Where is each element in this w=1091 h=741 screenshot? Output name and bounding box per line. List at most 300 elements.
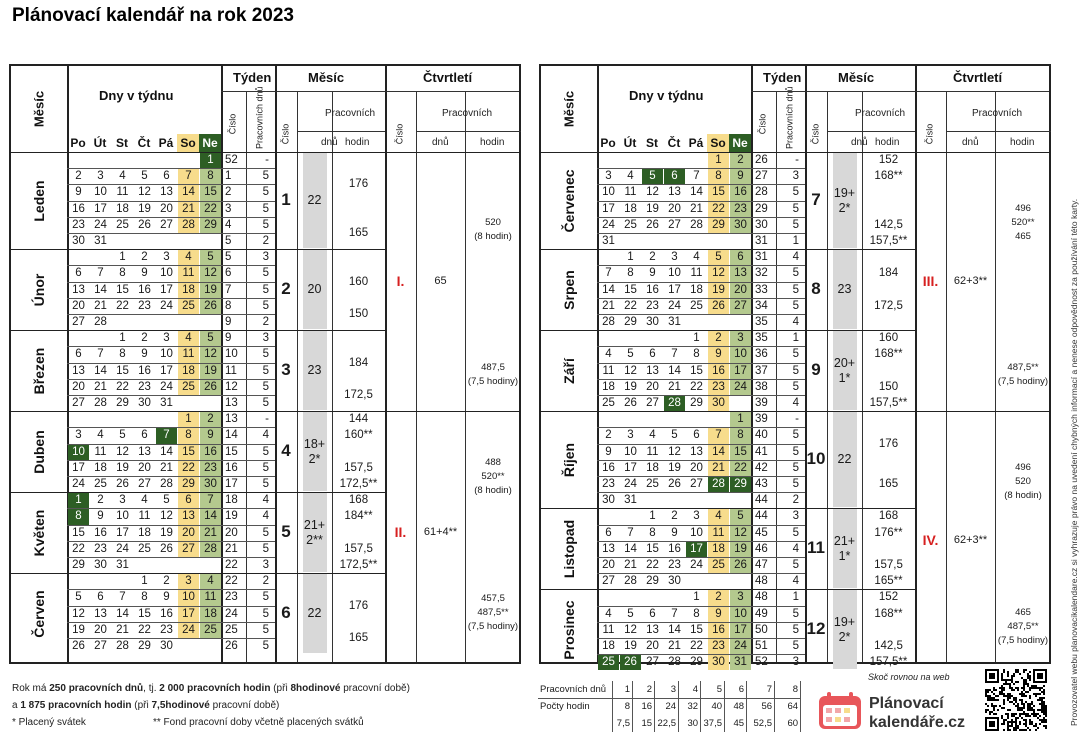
row-divider — [597, 184, 805, 185]
week-number: 7 — [225, 283, 232, 296]
month-name: Říjen — [561, 442, 577, 477]
day-cell: 11 — [200, 590, 221, 605]
day-cell: 19 — [730, 542, 751, 557]
day-cell: 23 — [200, 461, 221, 476]
month-hours: 176 — [348, 599, 369, 612]
day-cell: 28 — [708, 477, 729, 492]
week-number: 13 — [225, 397, 238, 409]
row-divider — [597, 638, 805, 639]
day-cell: 19 — [668, 461, 681, 474]
qr-code-icon[interactable] — [985, 669, 1047, 731]
week-workdays: 4 — [262, 494, 269, 507]
weekday-1: Út — [623, 136, 637, 150]
month-name: Únor — [31, 273, 47, 307]
day-cell: 26 — [116, 478, 129, 490]
week-workdays: 3 — [262, 559, 269, 571]
day-cell: 31 — [668, 316, 681, 328]
quarter-hours: (7,5 hodiny) — [467, 621, 519, 633]
month-workdays: 23 — [307, 363, 322, 378]
header-pracovnich: Pracovních — [442, 108, 493, 119]
day-cell: 6 — [649, 607, 656, 620]
month-hours: 165 — [348, 631, 369, 644]
quarter-hours: 487,5** — [1007, 361, 1039, 373]
header-bottom-line — [11, 152, 519, 153]
week-number: 11 — [225, 364, 237, 377]
day-cell: 31 — [624, 494, 637, 507]
week-number: 41 — [755, 445, 768, 458]
day-cell: 16 — [646, 283, 659, 296]
header-dny-v-tydnu: Dny v týdnu — [99, 88, 174, 103]
day-cell: 23 — [668, 559, 681, 571]
week-workdays: 5 — [262, 478, 269, 490]
day-cell: 11 — [116, 186, 129, 199]
day-cell: 27 — [646, 397, 659, 409]
week-workdays: 5 — [792, 640, 799, 652]
day-cell: 19 — [624, 640, 637, 652]
day-cell: 3 — [75, 429, 82, 442]
week-number: 29 — [755, 202, 768, 215]
week-workdays: 5 — [792, 283, 799, 296]
week-workdays: 5 — [262, 607, 269, 620]
month-hours: 165** — [874, 575, 903, 588]
day-cell: 4 — [605, 607, 612, 620]
day-cell: 18 — [690, 283, 703, 296]
counts-cell: 32 — [679, 698, 701, 715]
counts-cell: 7 — [747, 681, 775, 698]
day-cell: 7 — [605, 267, 612, 280]
week-workdays: 5 — [262, 348, 269, 361]
day-cell: 9 — [141, 267, 148, 280]
row-divider — [67, 622, 275, 623]
day-cell: 31 — [94, 235, 107, 247]
week-workdays: 4 — [262, 510, 269, 523]
day-cell: 6 — [178, 493, 199, 508]
counts-cell: 64 — [775, 698, 801, 715]
day-cell: 22 — [730, 461, 751, 476]
month-hours: 157,5** — [869, 656, 908, 669]
month-workdays: 2* — [838, 200, 851, 215]
day-cell: 30 — [708, 655, 729, 670]
week-number: 35 — [755, 332, 768, 345]
day-cell: 10 — [68, 445, 89, 460]
day-cell: 22 — [138, 623, 151, 636]
week-number: 51 — [755, 640, 768, 652]
week-workdays: 2 — [262, 575, 269, 588]
month-hours: 184 — [878, 267, 899, 280]
day-cell: 29 — [178, 477, 199, 492]
month-workdays: 2* — [838, 629, 851, 644]
day-cell: 13 — [72, 364, 85, 377]
week-number: 6 — [225, 267, 232, 280]
week-workdays: 4 — [262, 429, 269, 442]
week-number: 38 — [755, 380, 768, 393]
day-cell: 13 — [602, 542, 615, 555]
month-name: Září — [561, 357, 577, 384]
month-number: 2 — [281, 278, 291, 298]
row-divider — [597, 233, 805, 234]
day-cell: 11 — [94, 445, 107, 458]
calendar-logo-icon[interactable] — [818, 692, 862, 730]
day-cell: 15 — [72, 526, 85, 539]
day-cell: 21 — [624, 559, 637, 571]
week-workdays: 5 — [262, 170, 269, 183]
day-cell: 15 — [646, 542, 659, 555]
day-cell: 2 — [671, 510, 678, 523]
day-cell: 5 — [75, 591, 82, 604]
quarter-hours: 520** — [1011, 216, 1035, 228]
weekday-3: Čt — [667, 136, 681, 150]
weekday-1: Út — [93, 136, 107, 150]
day-cell: 20 — [602, 559, 615, 571]
day-cell: 18 — [200, 607, 221, 622]
weekday-5: So — [707, 134, 729, 152]
day-cell: 8 — [649, 526, 656, 539]
month-hours: 165 — [878, 478, 899, 490]
day-cell: 31 — [160, 397, 173, 409]
row-divider — [597, 395, 805, 396]
row-divider — [597, 606, 805, 607]
day-cell: 4 — [141, 494, 148, 507]
week-number: 30 — [755, 218, 768, 231]
day-cell: 9 — [141, 348, 148, 361]
month-workdays: 1* — [838, 370, 851, 385]
counts-hours-blank — [538, 715, 613, 732]
month-workdays: 22 — [837, 452, 852, 467]
week-number: 15 — [225, 445, 238, 458]
week-number: 48 — [755, 591, 768, 604]
day-cell: 25 — [624, 218, 637, 231]
row-divider — [67, 314, 275, 315]
day-cell: 3 — [693, 510, 700, 523]
day-cell: 9 — [75, 186, 82, 199]
day-cell: 20 — [646, 380, 659, 393]
row-divider — [67, 363, 275, 364]
row-divider — [597, 282, 805, 283]
day-cell: 14 — [116, 607, 129, 620]
month-hours: 168** — [874, 348, 903, 361]
week-number: 25 — [225, 623, 238, 636]
week-workdays: 5 — [792, 202, 799, 215]
week-number: 19 — [225, 510, 238, 523]
day-cell: 4 — [178, 250, 199, 265]
day-cell: 30 — [94, 559, 107, 571]
day-cell: 12 — [72, 607, 85, 620]
month-hours: 184 — [348, 356, 369, 369]
day-cell: 8 — [693, 348, 700, 361]
quarter-hours: 496 — [1015, 202, 1031, 214]
row-divider — [597, 444, 805, 445]
week-workdays: 1 — [792, 332, 799, 345]
row-divider — [597, 476, 805, 477]
day-cell: 1 — [119, 332, 126, 345]
day-cell: 25 — [598, 655, 619, 670]
day-cell: 24 — [160, 380, 173, 393]
day-cell: 27 — [138, 478, 151, 490]
day-cell: 7 — [97, 267, 104, 280]
day-cell: 10 — [160, 267, 173, 280]
week-workdays: 5 — [792, 478, 799, 490]
day-cell: 11 — [690, 267, 703, 280]
month-number: 1 — [281, 189, 291, 209]
day-cell: 18 — [602, 380, 615, 393]
day-cell: 26 — [72, 640, 85, 652]
header-mesic: Měsíc — [31, 90, 47, 128]
column-separator — [332, 91, 333, 662]
month-name: Prosinec — [561, 600, 577, 660]
day-cell: 3 — [119, 494, 126, 507]
day-cell: 30 — [160, 640, 173, 652]
day-cell: 25 — [708, 558, 729, 573]
day-cell: 1 — [649, 510, 656, 523]
week-workdays: 2 — [792, 494, 799, 507]
month-hours: 157,5** — [869, 235, 908, 247]
weekday-2: St — [116, 136, 128, 150]
week-workdays: 4 — [792, 316, 799, 328]
day-cell: 2 — [75, 170, 82, 183]
month-name: Srpen — [561, 269, 577, 310]
column-separator — [385, 66, 387, 662]
day-cell: 4 — [693, 251, 700, 264]
header-dnu: dnů — [321, 137, 338, 148]
quarter-hours: 520** — [481, 471, 505, 483]
day-cell: 27 — [72, 397, 85, 409]
day-cell: 5 — [627, 348, 634, 361]
row-divider — [597, 363, 805, 364]
day-cell: 26 — [200, 380, 221, 395]
week-workdays: 5 — [792, 186, 799, 199]
week-number: 13 — [225, 413, 238, 426]
day-cell: 23 — [72, 218, 85, 231]
day-cell: 25 — [690, 299, 703, 312]
day-cell: 16 — [708, 623, 729, 638]
day-cell: 2 — [730, 153, 751, 168]
day-cell: 16 — [602, 461, 615, 474]
quarter-workdays: 62+3** — [953, 274, 988, 287]
day-cell: 31 — [116, 559, 129, 571]
quarter-hours: 457,5 — [481, 593, 505, 605]
day-cell: 8 — [200, 169, 221, 184]
day-cell: 19 — [200, 364, 221, 379]
day-cell: 24 — [602, 218, 615, 231]
header-ctvrtleti: Čtvrtletí — [953, 70, 1003, 85]
row-divider — [67, 476, 275, 477]
day-cell: 6 — [75, 267, 82, 280]
day-cell: 5 — [119, 429, 126, 442]
day-cell: 19 — [138, 202, 151, 215]
day-cell: 5 — [200, 250, 221, 265]
day-cell: 5 — [708, 250, 729, 265]
day-cell: 12 — [160, 510, 173, 523]
quarter-hours: 488 — [485, 457, 501, 469]
day-cell: 19 — [200, 283, 221, 298]
week-number: 26 — [755, 154, 768, 166]
day-cell: 3 — [97, 170, 104, 183]
week-workdays: - — [265, 413, 269, 426]
day-cell: 4 — [605, 348, 612, 361]
day-cell: 4 — [708, 509, 729, 524]
day-cell: 17 — [730, 623, 751, 638]
week-number: 1 — [225, 170, 232, 183]
month-hours: 176 — [878, 437, 899, 450]
month-hours: 168 — [348, 494, 369, 507]
day-cell: 25 — [646, 478, 659, 490]
quarter-hours: 465 — [1015, 230, 1031, 242]
quarter-number: III. — [922, 272, 939, 289]
day-cell: 4 — [119, 170, 126, 183]
day-cell: 17 — [160, 364, 173, 377]
weekday-0: Po — [70, 136, 86, 150]
month-number: 6 — [281, 602, 291, 622]
day-cell: 10 — [690, 526, 703, 539]
month-workdays: 20+ — [833, 355, 856, 370]
day-cell: 21 — [94, 299, 107, 312]
week-number: 8 — [225, 299, 232, 312]
day-cell: 7 — [708, 428, 729, 443]
day-cell: 16 — [708, 364, 729, 379]
day-cell: 30 — [72, 235, 85, 247]
day-cell: 15 — [624, 283, 637, 296]
row-divider — [67, 557, 275, 558]
header-cislo: Číslo — [924, 123, 935, 145]
day-cell: 5 — [163, 494, 170, 507]
day-cell: 14 — [668, 364, 681, 377]
day-cell: 16 — [668, 542, 681, 555]
footer-line-1: Rok má 250 pracovních dnů, tj. 2 000 pracovních hodin (při 8hodinové pracovní době) — [12, 683, 410, 694]
month-hours: 172,5** — [339, 478, 378, 490]
counts-cell: 8 — [613, 698, 633, 715]
day-cell: 9 — [671, 526, 678, 539]
week-workdays: 1 — [792, 591, 799, 604]
week-number: 50 — [755, 623, 768, 636]
week-number: 24 — [225, 607, 238, 620]
week-workdays: 5 — [262, 591, 269, 604]
month-hours: 150 — [878, 380, 899, 393]
month-hours: 165 — [348, 226, 369, 239]
month-hours: 172,5** — [339, 559, 378, 571]
day-cell: 25 — [116, 218, 129, 231]
quarter-hours: 487,5** — [1007, 621, 1039, 633]
day-cell: 26 — [708, 299, 729, 314]
day-cell: 14 — [668, 623, 681, 636]
day-cell: 19 — [116, 461, 129, 474]
week-workdays: 5 — [262, 380, 269, 393]
day-cell: 9 — [708, 347, 729, 362]
day-cell: 30 — [730, 218, 751, 233]
counts-cell: 45 — [725, 715, 747, 732]
week-workdays: 5 — [262, 299, 269, 312]
row-divider — [67, 460, 275, 461]
day-cell: 3 — [671, 251, 678, 264]
day-cell: 1 — [68, 493, 89, 508]
counts-cell: 3 — [655, 681, 679, 698]
day-cell: 8 — [627, 267, 634, 280]
day-cell: 19 — [646, 202, 659, 215]
day-cell: 11 — [646, 445, 659, 458]
month-workdays: 20 — [307, 282, 322, 297]
day-cell: 1 — [693, 591, 700, 604]
month-workdays: 1* — [838, 548, 851, 563]
row-divider — [67, 265, 275, 266]
header-divider — [416, 131, 521, 132]
week-number: 52 — [755, 656, 768, 669]
month-hours: 144 — [348, 413, 369, 426]
row-divider — [597, 460, 805, 461]
weekday-4: Pá — [688, 136, 704, 150]
day-cell: 8 — [693, 607, 700, 620]
day-cell: 13 — [160, 186, 173, 199]
week-workdays: 5 — [262, 526, 269, 539]
day-cell: 21 — [668, 380, 681, 393]
day-cell: 21 — [94, 380, 107, 393]
header-pracovnich: Pracovních — [855, 108, 906, 119]
header-dny-v-tydnu: Dny v týdnu — [629, 88, 704, 103]
week-workdays: 5 — [262, 202, 269, 215]
header-ctvrtleti: Čtvrtletí — [423, 70, 473, 85]
day-cell: 24 — [624, 478, 637, 490]
day-cell: 1 — [708, 153, 729, 168]
day-cell: 14 — [94, 283, 107, 296]
row-divider — [597, 346, 805, 347]
day-cell: 10 — [730, 347, 751, 362]
day-cell: 5 — [671, 429, 678, 442]
day-cell: 3 — [605, 170, 612, 183]
row-divider — [67, 508, 275, 509]
day-cell: 11 — [624, 186, 637, 199]
day-cell: 10 — [624, 445, 637, 458]
day-cell: 29 — [730, 477, 751, 492]
week-number: 46 — [755, 542, 768, 555]
day-cell: 11 — [602, 364, 615, 377]
day-cell: 1 — [200, 153, 221, 168]
day-cell: 13 — [690, 445, 703, 458]
day-cell: 27 — [94, 640, 107, 652]
month-divider — [541, 411, 915, 412]
day-cell: 3 — [178, 574, 199, 589]
week-number: 14 — [225, 429, 238, 442]
counts-cell: 5 — [701, 681, 725, 698]
week-number: 32 — [755, 267, 768, 280]
week-workdays: 5 — [792, 364, 799, 377]
day-cell: 22 — [178, 461, 199, 476]
header-bottom-line — [541, 152, 1049, 153]
month-workdays: 22 — [307, 606, 322, 621]
day-cell: 2 — [649, 251, 656, 264]
week-number: 4 — [225, 218, 232, 231]
day-cell: 27 — [160, 218, 173, 231]
day-cell: 13 — [730, 266, 751, 281]
day-cell: 25 — [178, 299, 199, 314]
header-divider — [751, 91, 1049, 92]
day-cell: 8 — [178, 428, 199, 443]
day-cell: 4 — [649, 429, 656, 442]
week-workdays: 5 — [792, 607, 799, 620]
day-cell: 29 — [690, 397, 703, 409]
quarter-workdays: 62+3** — [953, 533, 988, 546]
day-cell: 2 — [708, 590, 729, 605]
day-cell: 26 — [138, 218, 151, 231]
month-number: 12 — [806, 618, 826, 638]
week-workdays: 5 — [792, 267, 799, 280]
day-cell: 13 — [94, 607, 107, 620]
brand-logo-text[interactable]: Plánovací kalendáře.cz — [869, 695, 966, 731]
counts-table — [538, 681, 801, 732]
day-cell: 6 — [75, 348, 82, 361]
day-cell: 20 — [668, 202, 681, 215]
day-cell: 12 — [200, 266, 221, 281]
day-cell: 9 — [730, 169, 751, 184]
week-workdays: 5 — [792, 218, 799, 231]
counts-cell: 1 — [613, 681, 633, 698]
